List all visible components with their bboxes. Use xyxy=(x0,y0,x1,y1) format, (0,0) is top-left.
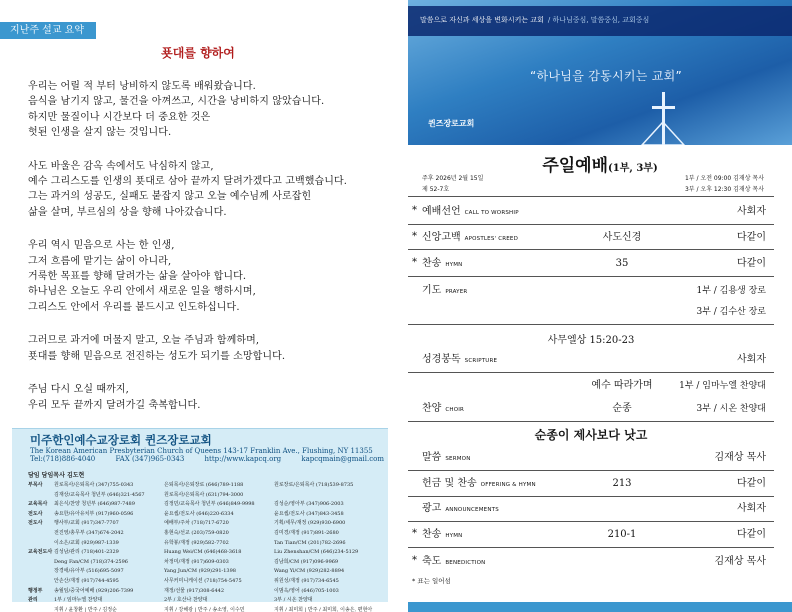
staff-row xyxy=(28,577,384,587)
staff-row xyxy=(28,567,384,577)
staff-entry: 지휘 / 최미희 | 반주 / 최미희, 이송은, 편현아 xyxy=(274,606,373,612)
staff-entry: 지휘 / 강해광 | 반주 / 송소영, 이수민 xyxy=(164,606,245,612)
staff-role xyxy=(28,529,54,539)
scripture-reference: 사무엘상 15:20-23 xyxy=(547,335,635,346)
standing-footnote: * 표는 일어섬 xyxy=(412,577,451,585)
service-time-1: 1부 / 오전 09:00 김재상 목사 xyxy=(684,175,764,182)
staff-entry: 김미경/재정 (917)891-2680 xyxy=(274,529,339,536)
sermon-line: 하지만 물질이나 시간보다 더 중요한 것은 xyxy=(28,111,211,123)
order-choir-1 xyxy=(412,379,766,393)
order-benediction xyxy=(412,555,766,569)
staff-row xyxy=(28,558,384,568)
choir-song-1: 예수 따라가며 xyxy=(591,380,653,391)
staff-entry: 행사부/교회 (917)347-7707 xyxy=(54,520,119,527)
order-item-content: 사도신경 xyxy=(602,232,642,243)
order-item-leader: 1부 / 김용생 장로 xyxy=(696,286,766,296)
worship-title-paren: (1부, 3부) xyxy=(608,163,658,174)
church-name: 미주한인예수교장로회 퀸즈장로교회 xyxy=(30,433,212,447)
order-choir xyxy=(412,402,766,416)
standing-marker: * xyxy=(412,555,417,566)
order-item-leader: 다같이 xyxy=(737,232,766,243)
staff-header: 담임 담임목사 김도현 xyxy=(28,472,85,479)
staff-role xyxy=(28,539,54,549)
bottom-bar xyxy=(408,602,792,612)
standing-marker: * xyxy=(412,257,417,268)
staff-entry: 홍현숙/선교 (203)759-0820 xyxy=(164,529,229,536)
worship-order-panel xyxy=(396,0,792,612)
staff-entry: 원로목사/은퇴목사 (631)794-3000 xyxy=(164,491,244,498)
sermon-line: 삶을 살며, 부르심의 상을 향해 나아갔습니다. xyxy=(28,206,227,218)
sermon-line: 그리스도 안에서 우리를 붙드시고 인도하십니다. xyxy=(28,301,240,313)
order-item-content: 210-1 xyxy=(607,529,637,540)
order-item-name: 말씀 SERMON xyxy=(422,452,471,463)
divider xyxy=(408,249,774,250)
staff-entry: 김성남/관리 (718)401-2329 xyxy=(54,549,119,556)
order-item-name: 찬송 HYMN xyxy=(422,529,463,540)
staff-entry: 유학봉/재정 (929)582-7702 xyxy=(164,539,229,546)
standing-marker: * xyxy=(412,231,417,242)
choir-3: 3부 / 시온 찬양대 xyxy=(696,404,766,414)
order-call-to-worship xyxy=(412,205,766,219)
staff-row xyxy=(28,548,384,558)
order-item-leader: 사회자 xyxy=(737,206,766,217)
staff-entry: 윤요셉/전도사 (347)843-3458 xyxy=(274,510,344,517)
staff-entry: Liu Zhenshan/CM (646)234-5129 xyxy=(274,549,359,556)
staff-role: 전도사 xyxy=(28,510,43,517)
sermon-line: 그는 과거의 성공도, 실패도 붙잡지 않고 오늘 예수님께 사로잡힌 xyxy=(28,191,312,203)
order-item-leader: 김재상 목사 xyxy=(714,556,766,567)
church-banner xyxy=(408,0,792,145)
sermon-paragraph xyxy=(28,238,383,315)
staff-entry: Yang Jun/CM (929)291-1398 xyxy=(164,568,236,575)
staff-entry: Huang Wei/CM (646)468-3618 xyxy=(164,549,242,556)
staff-entry: 장경애/유아부 (516)695-5097 xyxy=(54,568,124,575)
sermon-line: 예수 그리스도를 인생의 푯대로 삼아 끝까지 달려가겠다고 고백했습니다. xyxy=(28,176,348,188)
staff-row xyxy=(28,481,384,491)
staff-entry: 이범옥/영어 (646)705-1003 xyxy=(274,587,339,594)
order-hymn-2 xyxy=(412,528,766,542)
staff-role: 교육전도사 xyxy=(28,549,53,556)
order-offering xyxy=(412,477,766,491)
sermon-paragraph xyxy=(28,382,383,413)
church-contact xyxy=(30,455,384,463)
worship-title-main: 주일예배 xyxy=(542,156,609,176)
sermon-tab: 지난주 설교 요약 xyxy=(0,22,96,39)
sermon-line: 우리 역시 믿음으로 사는 한 인생, xyxy=(28,240,175,252)
staff-entry: 김재상/교육목사 청년부 (646)321-4567 xyxy=(54,491,145,498)
order-item-name: 기도 PRAYER xyxy=(422,285,468,296)
order-item-leader: 3부 / 김수산 장로 xyxy=(696,307,766,317)
order-item-content: 213 xyxy=(612,478,632,489)
order-item-leader: 김재상 목사 xyxy=(714,452,766,463)
order-item-leader: 다같이 xyxy=(737,478,766,489)
divider xyxy=(408,421,774,422)
order-item-leader: 다같이 xyxy=(737,258,766,269)
order-item-leader: 다같이 xyxy=(737,529,766,540)
staff-entry: 2부 / 호산나 찬양대 xyxy=(164,597,208,604)
order-item-leader: 사회자 xyxy=(737,354,766,365)
staff-row xyxy=(28,596,384,606)
staff-entry: 3부 / 시온 찬양대 xyxy=(274,597,313,604)
staff-entry: 예배부/주차 (718)717-6720 xyxy=(164,520,229,527)
church-logo: 퀸즈장로교회 xyxy=(428,118,475,128)
order-prayer xyxy=(412,284,766,298)
staff-entry: Tan Tian/CM (201)782-2696 xyxy=(274,539,346,546)
divider xyxy=(408,324,774,325)
staff-role: 부목사 xyxy=(28,482,43,488)
order-item-name: 광고 ANNOUNCEMENTS xyxy=(422,503,499,514)
divider xyxy=(408,276,774,277)
sermon-line: 주님 다시 오실 때까지, xyxy=(28,384,129,396)
divider xyxy=(408,496,774,497)
staff-entry: 김정민/교육목사 청년부 (646)849-9998 xyxy=(164,501,255,508)
choir-1: 1부 / 임마누엘 찬양대 xyxy=(679,381,766,391)
banner-tagline xyxy=(420,15,649,25)
staff-row xyxy=(28,587,384,597)
church-tel: Tel:(718)886-4040 xyxy=(30,455,96,463)
banner-motto: “하나님을 감동시키는 교회” xyxy=(530,69,683,83)
sermon-line: 사도 바울은 감옥 속에서도 낙심하지 않고, xyxy=(28,160,214,172)
order-item-name: 헌금 및 찬송 OFFERING & HYMN xyxy=(422,478,536,489)
church-web-link[interactable]: http://www.kapcq.org xyxy=(204,455,282,463)
staff-entry: 원로장로/은퇴목사 (718)539-8735 xyxy=(274,482,354,488)
order-item-name: 찬양 CHOIR xyxy=(422,403,465,414)
sermon-heading: 순종이 제사보다 낫고 xyxy=(534,428,648,442)
order-item-name: 성경봉독 SCRIPTURE xyxy=(422,354,498,365)
staff-row xyxy=(28,500,384,510)
divider xyxy=(408,547,774,548)
choir-song-3: 순종 xyxy=(612,403,632,414)
staff-entry: 전진영/총무부 (347)674-2042 xyxy=(54,529,124,536)
staff-role: 행정부 xyxy=(28,587,43,594)
church-fax: FAX (347)965-0343 xyxy=(115,455,185,463)
sermon-line: 하나님은 오늘도 우리 안에서 새로운 일을 행하시며, xyxy=(28,286,256,298)
order-sermon xyxy=(412,451,766,465)
sermon-line: 음식을 남기지 않고, 물건을 아껴쓰고, 시간을 낭비하지 않았습니다. xyxy=(28,96,325,108)
order-scripture xyxy=(412,353,766,367)
staff-entry: 지휘 / 윤창환 | 반주 / 김정순 xyxy=(54,606,117,612)
order-item-content: 35 xyxy=(615,258,629,269)
staff-entry: 이소은/교회 (929)987-1339 xyxy=(54,539,119,546)
sermon-line: 우리는 어릴 적 부터 낭비하지 않도록 배워왔습니다. xyxy=(28,81,256,92)
divider xyxy=(408,470,774,471)
staff-row xyxy=(28,519,384,529)
staff-entry: 김성순/영아부 (347)906-2003 xyxy=(274,501,344,508)
order-prayer-2 xyxy=(412,305,766,319)
order-item-name: 예배선언 CALL TO WORSHIP xyxy=(422,206,519,217)
divider xyxy=(408,521,774,522)
staff-entry: 기획/세무/재정 (929)930-6900 xyxy=(274,520,346,527)
staff-role: 전도사 xyxy=(28,520,43,527)
staff-entry: 원로목사/은퇴목사 (347)755-0343 xyxy=(54,482,134,488)
service-time-3: 3부 / 오후 12:30 김재상 목사 xyxy=(684,186,764,193)
sermon-line: 푯대를 향해 믿음으로 전진하는 성도가 되기를 소망합니다. xyxy=(28,350,286,362)
sermon-line: 거룩한 목표를 향해 달려가는 삶을 살아야 합니다. xyxy=(28,271,247,283)
sermon-title: 푯대를 향하여 xyxy=(161,46,235,60)
order-item-name: 축도 BENEDICTION xyxy=(422,556,486,567)
staff-directory xyxy=(28,481,384,612)
divider xyxy=(408,372,774,373)
staff-row xyxy=(28,510,384,520)
staff-entry xyxy=(274,491,384,501)
tagline-main: 말씀으로 자신과 세상을 변화시키는 교회 xyxy=(420,16,544,24)
divider xyxy=(408,224,774,225)
sermon-line: 우리 모두 끝까지 달려가길 축복합니다. xyxy=(28,399,201,411)
staff-role: 관리 xyxy=(28,597,38,604)
staff-entry: 차정미/재정 (917)609-0303 xyxy=(164,558,229,565)
standing-marker: * xyxy=(412,528,417,539)
order-hymn-1 xyxy=(412,257,766,271)
staff-row xyxy=(28,491,384,501)
standing-marker: * xyxy=(412,205,417,216)
church-cross-icon xyxy=(634,92,694,145)
staff-row xyxy=(28,606,384,612)
order-item-name: 신앙고백 APOSTLES' CREED xyxy=(422,232,519,243)
staff-entry: 은퇴목사/은퇴장로 (646)789-1188 xyxy=(164,482,244,488)
sermon-line: 그러므로 과거에 머물지 말고, 오늘 주님과 함께하며, xyxy=(28,335,260,347)
order-item-name: 찬송 HYMN xyxy=(422,258,463,269)
staff-entry: 안손산/재정 (917)744-4595 xyxy=(54,577,119,584)
staff-row xyxy=(28,539,384,549)
tagline-sub: / 하나님중심, 말씀중심, 교회중심 xyxy=(547,16,650,24)
sermon-body xyxy=(28,79,383,431)
worship-date: 주후 2026년 2월 15일 xyxy=(422,175,484,182)
staff-entry: Wang Yi/CM (929)282-8894 xyxy=(274,568,345,575)
staff-role xyxy=(28,567,54,577)
sermon-line: 그저 흐름에 맡기는 삶이 아니라, xyxy=(28,255,172,267)
church-email-link[interactable]: kapcqmain@gmail.com xyxy=(301,455,384,463)
sermon-paragraph xyxy=(28,333,383,364)
staff-entry: 윤요셉/전도사 (646)220-6334 xyxy=(164,510,234,517)
staff-row xyxy=(28,529,384,539)
divider xyxy=(408,196,774,197)
staff-role: 교육목사 xyxy=(28,501,48,508)
sermon-line: 헛된 인생을 살지 않는 것입니다. xyxy=(28,127,172,139)
staff-entry: 사무커미니케이션 (718)754-5475 xyxy=(164,577,242,584)
order-announcements xyxy=(412,502,766,516)
staff-entry: 위원성/재정 (917)734-6545 xyxy=(274,577,339,584)
church-info-box xyxy=(12,428,388,612)
staff-entry: 1부 / 임마누엘 찬양대 xyxy=(54,597,103,604)
staff-role xyxy=(28,558,54,568)
staff-role xyxy=(28,606,54,612)
staff-entry: 김남희/CM (917)096-9969 xyxy=(274,558,339,565)
staff-entry: Deng Fan/CM (718)374-2596 xyxy=(54,558,128,565)
staff-entry: 송월임/중국어예배 (929)206-7399 xyxy=(54,587,134,594)
staff-entry: 송요한/유아유치부 (917)960-0596 xyxy=(54,510,134,517)
order-item-leader: 사회자 xyxy=(737,503,766,514)
bulletin-number: 제 52-7호 xyxy=(422,186,450,193)
order-creed xyxy=(412,231,766,245)
staff-entry: 최은식/찬양 청년부 (646)987-7489 xyxy=(54,501,135,508)
church-address: The Korean American Presbyterian Church of Queens 143-17 Franklin Ave., Flushing, NY 11355 xyxy=(30,447,373,455)
sermon-paragraph xyxy=(28,79,383,141)
staff-role xyxy=(28,577,54,587)
staff-role xyxy=(28,491,54,501)
staff-entry: 재정/선물 (917)308-6442 xyxy=(164,587,224,594)
sermon-paragraph xyxy=(28,159,383,221)
